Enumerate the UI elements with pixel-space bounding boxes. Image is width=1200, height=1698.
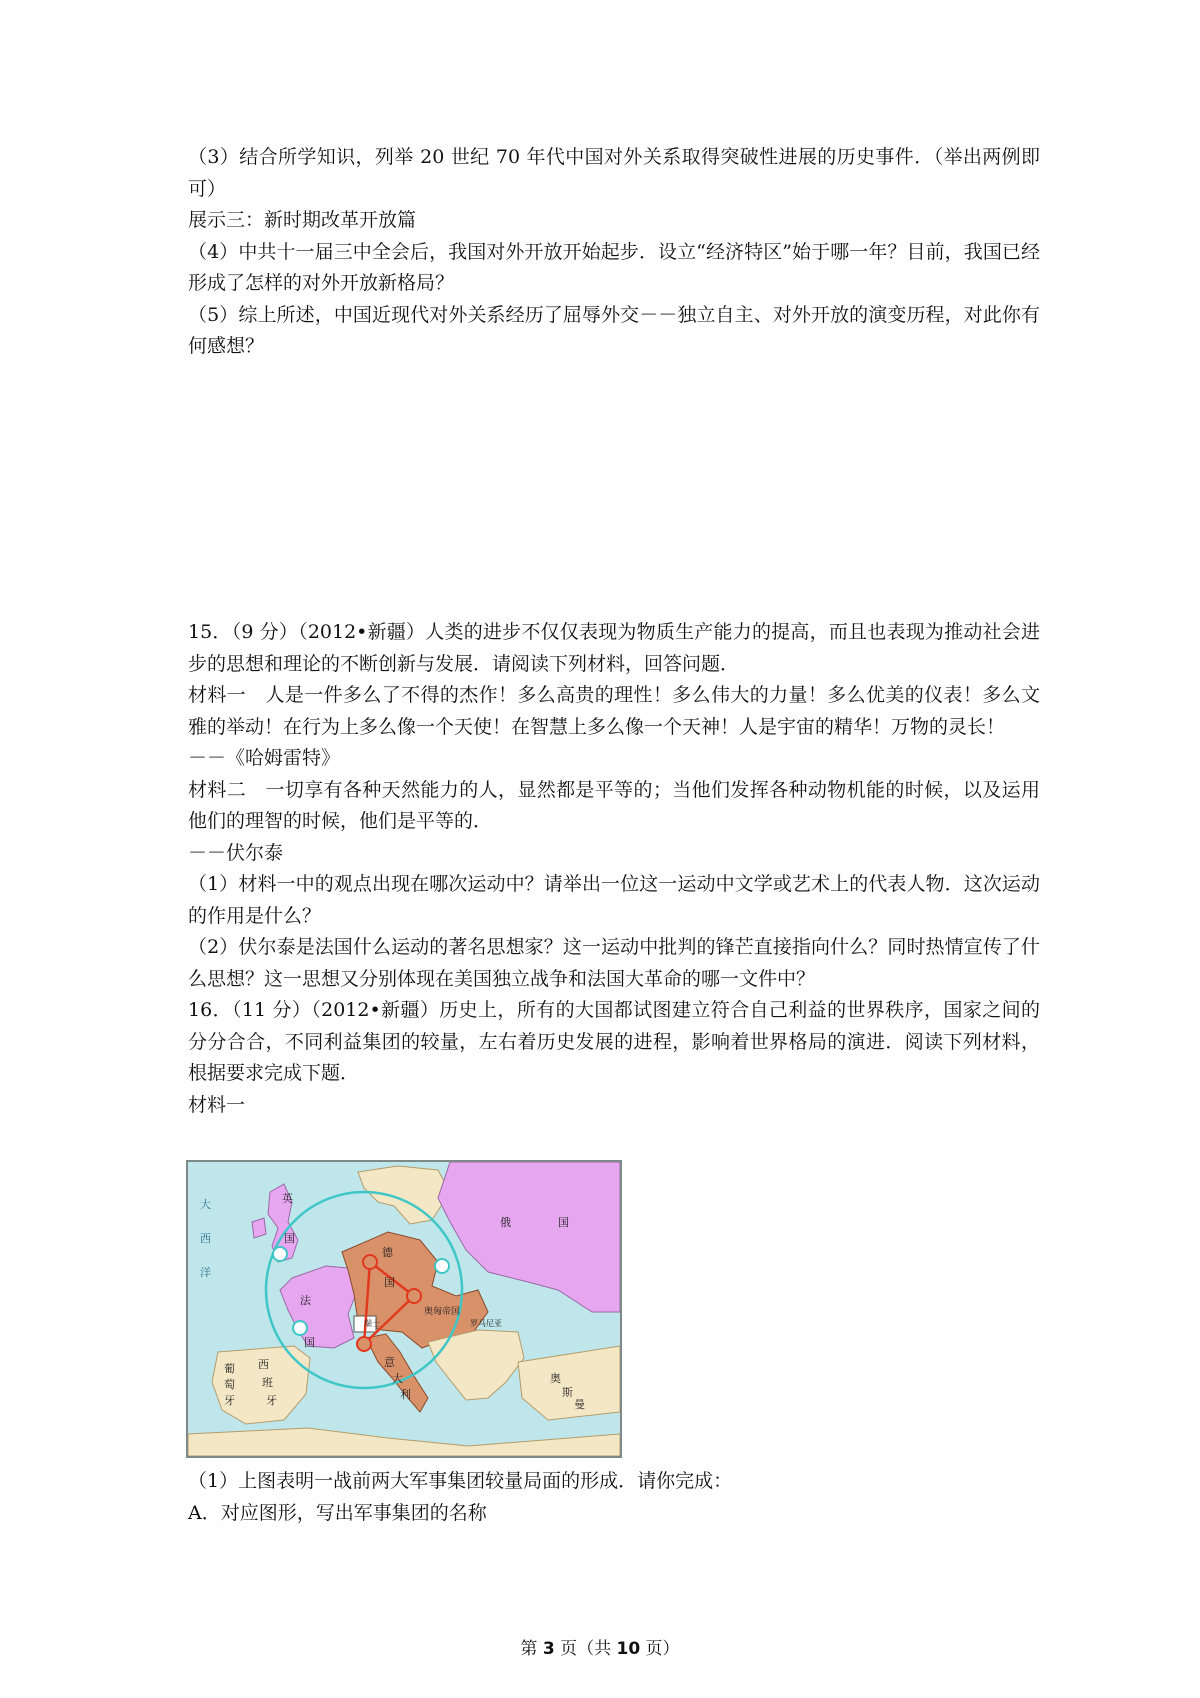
label-germany-1: 德 [382,1246,393,1259]
q14-sub4: （4）中共十一届三中全会后，我国对外开放开始起步．设立“经济特区”始于哪一年？目前，我国已经形成了怎样的对外开放新格局？ [188,240,1040,294]
q14-sub5: （5）综上所述，中国近现代对外关系经历了屈辱外交－－独立自主、对外开放的演变历程，对此你有何感想？ [188,303,1040,357]
label-turkey-3: 曼 [574,1398,585,1411]
europe-alliance-map [186,1160,622,1458]
label-portugal-1: 葡 [224,1362,235,1375]
label-portugal-2: 萄 [224,1378,235,1391]
label-france-2: 国 [304,1336,315,1349]
label-swiss: 瑞士 [364,1319,380,1328]
label-spain-2: 班 [262,1376,273,1389]
alliance-node-austria [407,1289,421,1303]
label-turkey-2: 斯 [562,1386,573,1399]
map-svg [188,1162,620,1456]
footer-suffix: 页） [640,1639,680,1659]
entente-node-russia [435,1259,449,1273]
page-footer [0,1634,1200,1659]
ireland-shape [252,1218,266,1238]
q14-sub3: （3）结合所学知识，列举 20 世纪 70 年代中国对外关系取得突破性进展的历史事件．（举出两例即可） [188,146,1040,200]
q15-sub1: （1）材料一中的观点出现在哪次运动中？请举出一位这一运动中文学或艺术上的代表人物．这次运动的作用是什么？ [188,873,1040,927]
alliance-node-germany [363,1255,377,1269]
q15-stem: 15．（9 分）（2012•新疆）人类的进步不仅仅表现为物质生产能力的提高，而且也表现为推动社会进步的思想和理论的不断创新与发展．请阅读下列材料，回答问题． [188,621,1040,675]
q16-subA: A．对应图形，写出军事集团的名称 [188,1501,487,1524]
question-16-subparts [188,1466,1040,1529]
label-italy-1: 意 [384,1356,395,1369]
q15-material2-source: －－伏尔泰 [188,841,284,864]
entente-node-france [293,1321,307,1335]
label-spain-1: 西 [258,1358,269,1371]
footer-page-number: 3 [542,1639,555,1659]
question-15-and-16 [188,617,1040,1121]
label-russia-1: 俄 [500,1216,511,1229]
label-britain-1: 英 [282,1192,293,1205]
q15-material1-source: －－《哈姆雷特》 [188,747,341,769]
label-ocean-2: 西 [200,1232,211,1245]
q16-sub1: （1）上图表明一战前两大军事集团较量局面的形成．请你完成： [188,1470,733,1492]
label-spain-3: 牙 [266,1394,277,1407]
label-italy-2: 大 [392,1372,403,1385]
label-austria: 奥匈帝国 [424,1307,461,1317]
label-ocean-1: 大 [200,1198,211,1211]
footer-middle: 页（共 [554,1639,617,1659]
q14-show3-heading: 展示三：新时期改革开放篇 [188,209,417,231]
label-portugal-3: 牙 [224,1394,235,1407]
q16-material1-label: 材料一 [188,1093,246,1116]
q15-sub2: （2）伏尔泰是法国什么运动的著名思想家？这一运动中批判的锋芒直接指向什么？同时热情宣传了什么思想？这一思想又分别体现在美国独立战争和法国大革命的哪一文件中？ [188,936,1040,990]
q16-stem: 16．（11 分）（2012•新疆）历史上，所有的大国都试图建立符合自己利益的世界秩序，国家之间的分分合合，不同利益集团的较量，左右着历史发展的进程，影响着世界格局的演进．阅读下列材料，根据要求完成下题． [188,999,1040,1084]
label-germany-2: 国 [384,1276,395,1289]
question-14-continued [188,142,1040,363]
footer-total-pages: 10 [616,1639,641,1659]
label-france-1: 法 [300,1294,311,1307]
label-britain-2: 国 [284,1232,295,1245]
q15-material2: 材料二 一切享有各种天然能力的人，显然都是平等的；当他们发挥各种动物机能的时候，以及运用他们的理智的时候，他们是平等的． [188,778,1040,832]
label-italy-3: 利 [400,1388,411,1401]
footer-prefix: 第 [520,1639,543,1659]
q15-material1: 材料一 人是一件多么了不得的杰作！多么高贵的理性！多么伟大的力量！多么优美的仪表！多么文雅的举动！在行为上多么像一个天使！在智慧上多么像一个天神！人是宇宙的精华！万物的灵长！ [188,684,1040,738]
alliance-node-italy [357,1337,371,1351]
label-turkey-1: 奥 [550,1372,561,1385]
label-romania: 罗马尼亚 [470,1319,502,1328]
entente-node-britain [273,1247,287,1261]
label-russia-2: 国 [558,1216,569,1229]
label-ocean-3: 洋 [200,1266,211,1279]
